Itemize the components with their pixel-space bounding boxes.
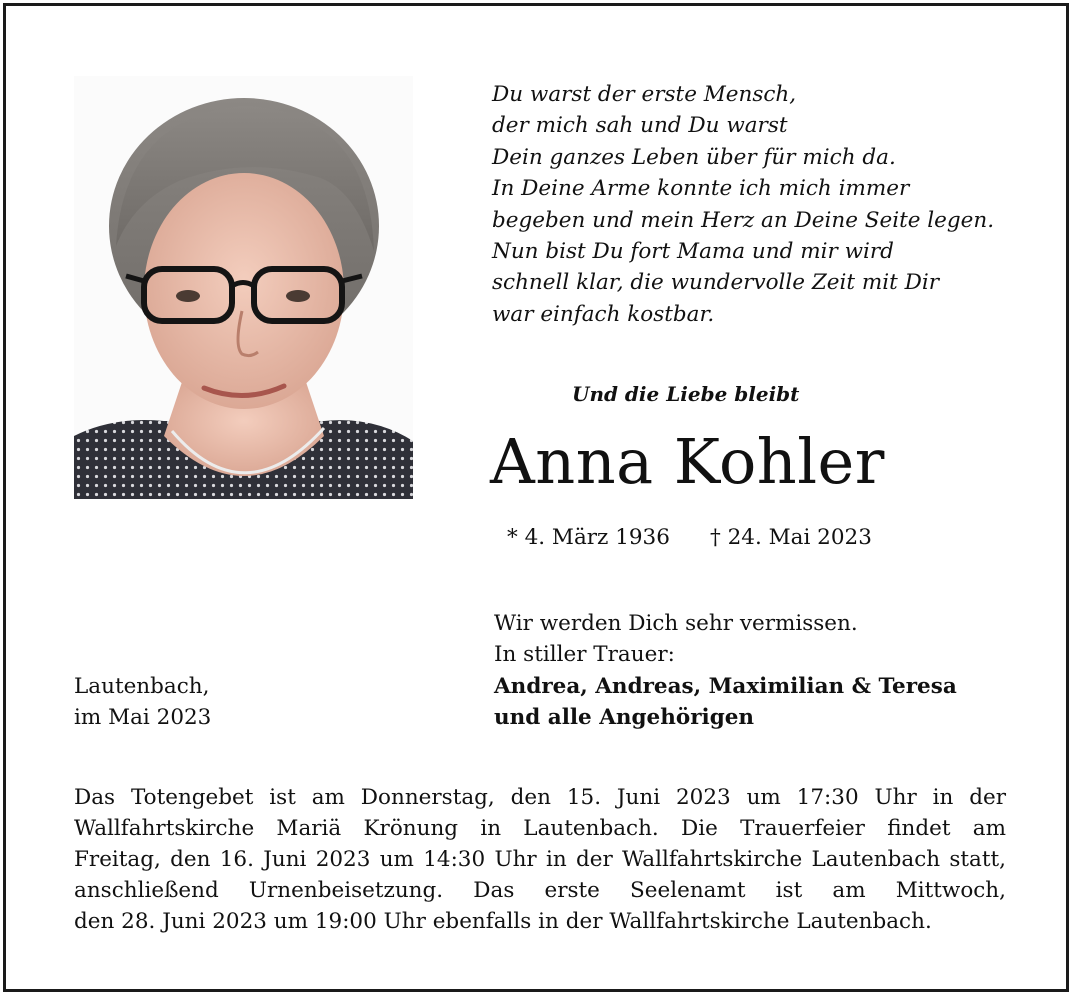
notice-line: Das Totengebet ist am Donnerstag, den 15. Juni 2023 um 17:30 Uhr in der bbox=[74, 785, 1006, 810]
poem-line: der mich sah und Du warst bbox=[492, 113, 788, 139]
poem-line: schnell klar, die wundervolle Zeit mit Dir bbox=[492, 270, 939, 296]
mourners-relatives: und alle Angehörigen bbox=[494, 705, 755, 730]
poem bbox=[492, 79, 1032, 330]
notice-line: Freitag, den 16. Juni 2023 um 14:30 Uhr in der Wallfahrtskirche Lautenbach statt, bbox=[74, 847, 1006, 872]
poem-line: Du warst der erste Mensch, bbox=[492, 82, 797, 107]
motto: Und die Liebe bleibt bbox=[572, 382, 800, 406]
portrait-illustration bbox=[74, 76, 413, 499]
mourners-family: Andrea, Andreas, Maximilian & Teresa bbox=[494, 674, 957, 699]
birth-date: * 4. März 1936 bbox=[507, 525, 670, 550]
mourning-intro: In stiller Trauer: bbox=[494, 642, 675, 667]
farewell-line: Wir werden Dich sehr vermissen. bbox=[494, 611, 858, 636]
portrait-photo bbox=[74, 76, 413, 499]
poem-line: In Deine Arme konnte ich mich immer bbox=[492, 176, 910, 202]
place-name: Lautenbach, bbox=[74, 674, 210, 699]
month-year: im Mai 2023 bbox=[74, 705, 212, 730]
notice-line: anschließend Urnenbeisetzung. Das erste Seelenamt ist am Mittwoch, bbox=[74, 878, 1006, 903]
mourners bbox=[494, 671, 957, 733]
notice-line: den 28. Juni 2023 um 19:00 Uhr ebenfalls in der Wallfahrtskirche Lautenbach. bbox=[74, 909, 932, 934]
poem-line: Dein ganzes Leben über für mich da. bbox=[492, 144, 896, 170]
notice-line: Wallfahrtskirche Mariä Krönung in Lautenbach. Die Trauerfeier findet am bbox=[74, 816, 1006, 841]
service-notice bbox=[74, 782, 1006, 937]
poem-line: war einfach kostbar. bbox=[492, 301, 715, 327]
poem-line: begeben und mein Herz an Deine Seite legen. bbox=[492, 207, 995, 233]
farewell-text bbox=[494, 608, 858, 670]
place-date bbox=[74, 671, 211, 733]
death-date: † 24. Mai 2023 bbox=[710, 525, 872, 550]
deceased-name: Anna Kohler bbox=[490, 425, 885, 498]
poem-line: Nun bist Du fort Mama und mir wird bbox=[492, 239, 894, 265]
